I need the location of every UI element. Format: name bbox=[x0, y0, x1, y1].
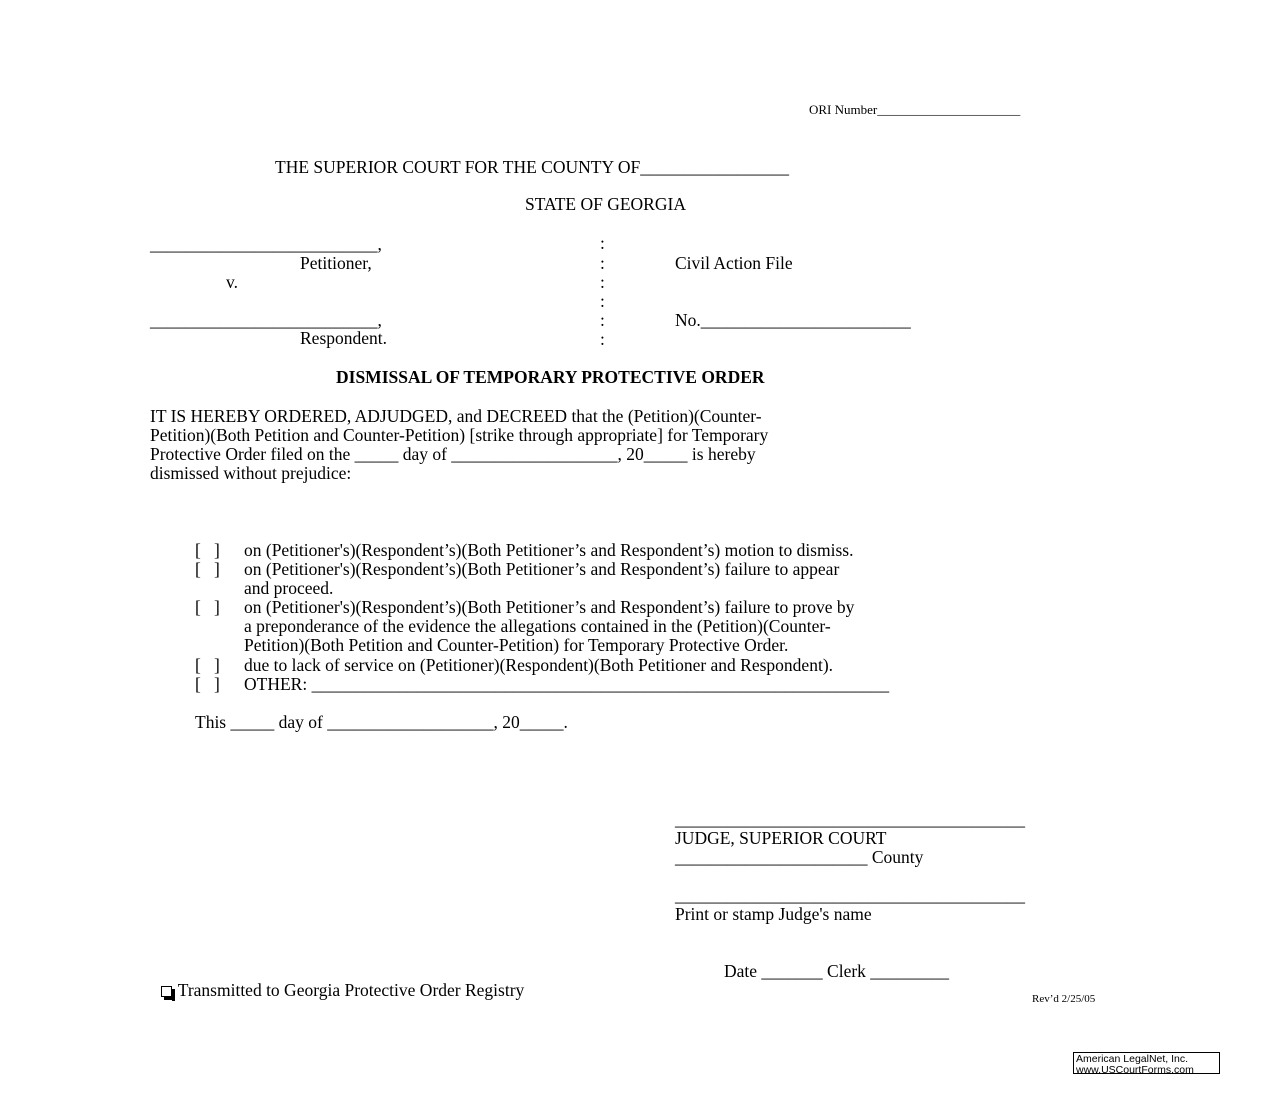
option-text: on (Petitioner's)(Respondent’s)(Both Petitioner’s and Respondent’s) motion to dismiss. bbox=[244, 540, 854, 560]
petitioner-label: Petitioner, bbox=[300, 253, 372, 273]
caption-colon: : bbox=[600, 253, 605, 273]
state-title: STATE OF GEORGIA bbox=[525, 194, 686, 214]
caption-colon: : bbox=[600, 329, 605, 349]
order-body-line: dismissed without prejudice: bbox=[150, 463, 352, 483]
date-clerk-field[interactable]: Date _______ Clerk _________ bbox=[724, 961, 950, 981]
judge-title: JUDGE, SUPERIOR COURT bbox=[675, 828, 887, 848]
judge-name-line[interactable]: ________________________________________ bbox=[675, 885, 1025, 905]
caption-colon: : bbox=[600, 310, 605, 330]
transmitted-item bbox=[152, 962, 524, 1000]
respondent-line: __________________________, bbox=[150, 310, 382, 330]
option-text: due to lack of service on (Petitioner)(Respondent)(Both Petitioner and Respondent). bbox=[244, 655, 834, 675]
transmitted-label: Transmitted to Georgia Protective Order Registry bbox=[177, 980, 525, 1000]
checkbox-icon[interactable] bbox=[161, 986, 172, 997]
caption-colon: : bbox=[600, 291, 605, 311]
order-body-line: Protective Order filed on the _____ day of ___________________, 20_____ is hereby bbox=[150, 444, 756, 464]
court-title: THE SUPERIOR COURT FOR THE COUNTY OF_________________ bbox=[275, 157, 789, 177]
petitioner-line: __________________________, bbox=[150, 234, 382, 254]
publisher-stamp bbox=[1073, 1052, 1220, 1074]
caption-colon: : bbox=[600, 272, 605, 292]
option-checkbox[interactable]: [ ] bbox=[195, 674, 220, 694]
ori-number: ORI Number______________________ bbox=[809, 102, 1021, 117]
order-body-line: Petition)(Both Petition and Counter-Petition) [strike through appropriate] for Temporary bbox=[150, 425, 769, 445]
caption-colon: : bbox=[600, 233, 605, 253]
versus-label: v. bbox=[226, 272, 238, 292]
judge-signature-line[interactable]: ________________________________________ bbox=[675, 809, 1025, 829]
civil-action-label: Civil Action File bbox=[675, 253, 793, 273]
document-title: DISMISSAL OF TEMPORARY PROTECTIVE ORDER bbox=[336, 367, 765, 387]
revision-date: Rev’d 2/25/05 bbox=[1032, 993, 1096, 1005]
print-name-label: Print or stamp Judge's name bbox=[675, 904, 872, 924]
stamp-company: American LegalNet, Inc. bbox=[1076, 1053, 1189, 1065]
order-date-line[interactable]: This _____ day of ___________________, 20_____. bbox=[195, 712, 568, 732]
option-text: on (Petitioner's)(Respondent’s)(Both Petitioner’s and Respondent’s) failure to prove by bbox=[244, 597, 855, 617]
respondent-label: Respondent. bbox=[300, 328, 388, 348]
order-body-line: IT IS HEREBY ORDERED, ADJUDGED, and DECREED that the (Petition)(Counter- bbox=[150, 406, 762, 426]
option-checkbox[interactable]: [ ] bbox=[195, 540, 220, 560]
option-other-field[interactable]: OTHER: __________________________________________________________________ bbox=[244, 674, 890, 694]
option-text: Petition)(Both Petition and Counter-Petition) for Temporary Protective Order. bbox=[244, 635, 789, 655]
option-checkbox[interactable]: [ ] bbox=[195, 655, 220, 675]
option-checkbox[interactable]: [ ] bbox=[195, 559, 220, 579]
option-text: and proceed. bbox=[244, 578, 334, 598]
option-text: on (Petitioner's)(Respondent’s)(Both Petitioner’s and Respondent’s) failure to appear bbox=[244, 559, 840, 579]
stamp-url: www.USCourtForms.com bbox=[1076, 1064, 1194, 1076]
county-field[interactable]: ______________________ County bbox=[675, 847, 924, 867]
case-number-field: No.________________________ bbox=[675, 310, 911, 330]
option-checkbox[interactable]: [ ] bbox=[195, 597, 220, 617]
option-text: a preponderance of the evidence the allegations contained in the (Petition)(Counter- bbox=[244, 616, 831, 636]
